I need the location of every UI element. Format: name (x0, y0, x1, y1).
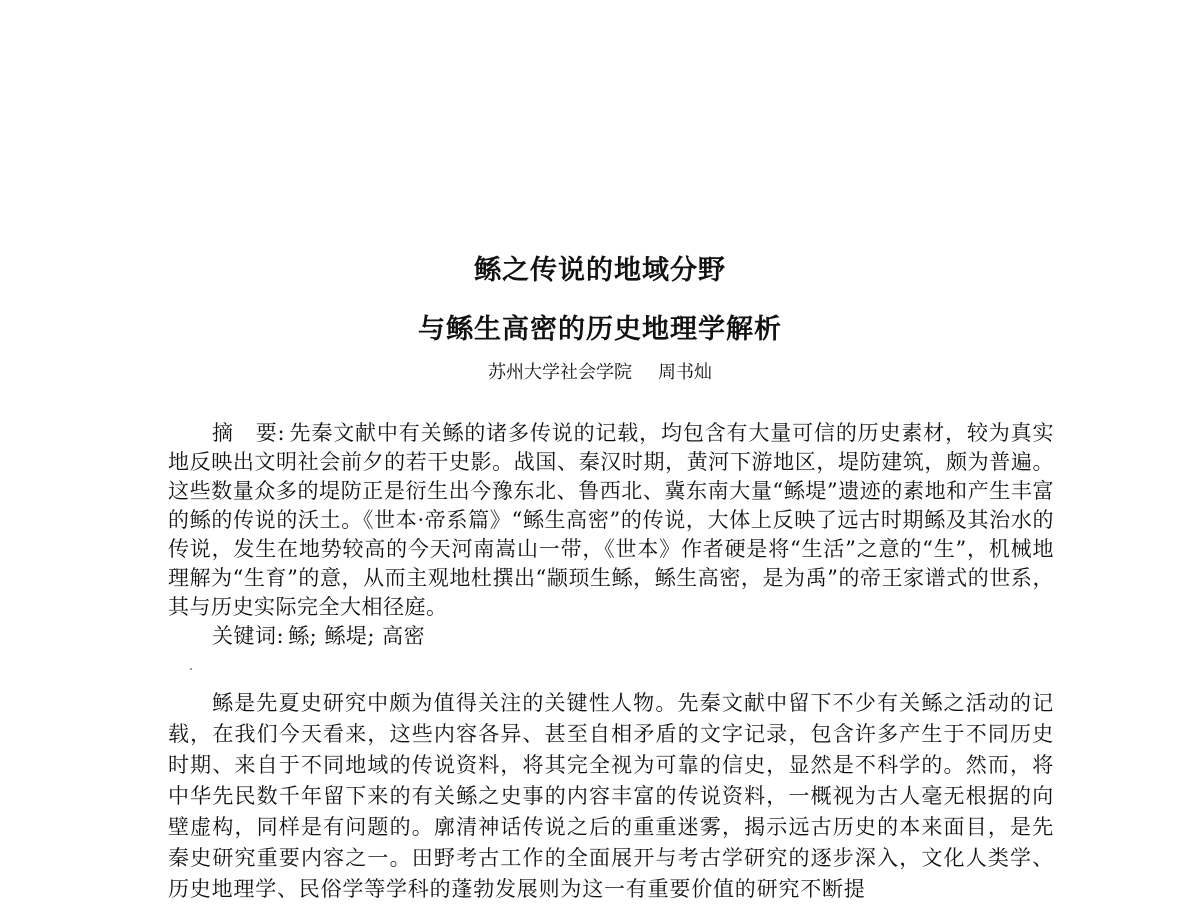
body-paragraph: 鲧是先夏史研究中颇为值得关注的关键性人物。先秦文献中留下不少有关鲧之活动的记载，在我们今天看来，这些内容各异、甚至自相矛盾的文字记录，包含许多产生于不同历史时期、来自于不同地域的传说资料，将其完全视为可靠的信史，显然是不科学的。然而，将中华先民数千年留下来的有关鲧之史事的内容丰富的传说资料，一概视为古人毫无根据的向壁虚构，同样是有问题的。廓清神话传说之后的重重迷雾，揭示远古历史的本来面目，是先秦史研究重要内容之一。田野考古工作的全面展开与考古学研究的逐步深入，文化人类学、历史地理学、民俗学等学科的蓬勃发展则为这一有重要价值的研究不断提 (168, 691, 1054, 901)
scan-speck (190, 668, 192, 670)
keywords-line (168, 622, 1054, 651)
article-title-line-1: 鲧之传说的地域分野 (474, 255, 726, 286)
abstract-section (168, 419, 1054, 651)
article-title-line-2: 与鲧生高密的历史地理学解析 (418, 314, 782, 345)
body-section (168, 688, 1054, 905)
keywords-label: 关键词: (212, 624, 285, 648)
author-affiliation: 苏州大学社会学院 (488, 362, 632, 383)
author-name: 周书灿 (658, 362, 712, 383)
abstract-text: 先秦文献中有关鲧的诸多传说的记载，均包含有大量可信的历史素材，较为真实地反映出文明社会前夕的若干史影。战国、秦汉时期，黄河下游地区，堤防建筑，颇为普遍。这些数量众多的堤防正是衍生出今豫东北、鲁西北、冀东南大量“鲧堤”遗迹的素地和产生丰富的鲧的传说的沃土。《世本·帝系篇》“鲧生高密”的传说，大体上反映了远古时期鲧及其治水的传说，发生在地势较高的今天河南嵩山一带，《世本》作者硬是将“生活”之意的“生”，机械地理解为“生育”的意，从而主观地杜撰出“颛顼生鲧，鲧生高密，是为禹”的帝王家谱式的世系，其与历史实际完全大相径庭。 (168, 421, 1054, 619)
abstract-paragraph (168, 419, 1054, 622)
byline (0, 358, 1200, 384)
abstract-label: 摘 要: (212, 421, 286, 445)
keywords-text: 鲧; 鲧堤; 高密 (288, 624, 426, 648)
